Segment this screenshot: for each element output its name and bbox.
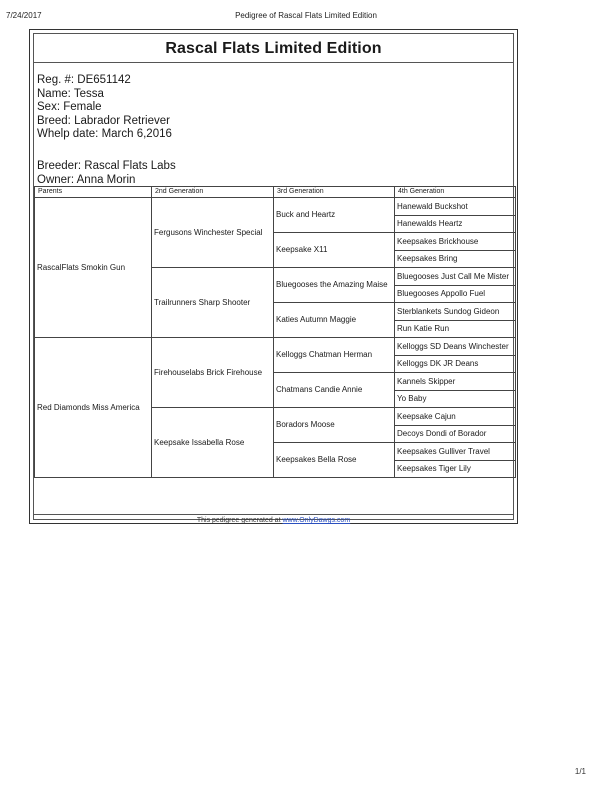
dam: Red Diamonds Miss America [35, 338, 152, 478]
gen3-ancestor: Boradors Moose [274, 408, 395, 443]
paternal-grandsire: Fergusons Winchester Special [152, 198, 274, 268]
gen4-ancestor: Keepsakes Brickhouse [395, 233, 516, 251]
breeder-info [37, 160, 176, 187]
gen4-ancestor: Keepsakes Gulliver Travel [395, 443, 516, 461]
pedigree-frame [29, 29, 518, 524]
gen3-ancestor: Kelloggs Chatman Herman [274, 338, 395, 373]
gen4-ancestor: Yo Baby [395, 390, 516, 408]
gen4-ancestor: Bluegooses Just Call Me Mister [395, 268, 516, 286]
gen4-ancestor: Sterblankets Sundog Gideon [395, 303, 516, 321]
reg-number: Reg. #: DE651142 [37, 74, 131, 86]
sire: RascalFlats Smokin Gun [35, 198, 152, 338]
gen3-ancestor: Chatmans Candie Annie [274, 373, 395, 408]
gen3-ancestor: Bluegooses the Amazing Maise [274, 268, 395, 303]
footer-text: This pedigree generated at [196, 517, 281, 524]
dog-name: Name: Tessa [37, 87, 104, 100]
header-4th-generation: 4th Generation [395, 187, 516, 198]
print-title: Pedigree of Rascal Flats Limited Edition [235, 11, 377, 20]
document-title: Rascal Flats Limited Edition [165, 40, 382, 57]
gen4-ancestor: Run Katie Run [395, 320, 516, 338]
maternal-granddam: Keepsake Issabella Rose [152, 408, 274, 478]
gen4-ancestor: Keepsakes Tiger Lily [395, 460, 516, 478]
gen4-ancestor: Decoys Dondi of Borador [395, 425, 516, 443]
header-parents: Parents [35, 187, 152, 198]
gen3-ancestor: Keepsake X11 [274, 233, 395, 268]
gen3-ancestor: Buck and Heartz [274, 198, 395, 233]
title-divider [34, 62, 513, 63]
pedigree-inner [33, 33, 514, 524]
gen4-ancestor: Bluegooses Appollo Fuel [395, 285, 516, 303]
gen3-ancestor: Katies Autumn Maggie [274, 303, 395, 338]
pedigree-table [34, 186, 516, 478]
dog-breed: Breed: Labrador Retriever [37, 114, 170, 127]
pedigree-footer [34, 514, 513, 524]
gen4-ancestor: Kelloggs DK JR Deans [395, 355, 516, 373]
gen4-ancestor: Keepsake Cajun [395, 408, 516, 426]
gen4-ancestor: Hanewald Buckshot [395, 198, 516, 216]
gen4-ancestor: Hanewalds Heartz [395, 215, 516, 233]
print-date: 7/24/2017 [6, 11, 42, 20]
gen4-ancestor: Kannels Skipper [395, 373, 516, 391]
footer-link[interactable]: www.OnlyDawgs.com [282, 517, 351, 524]
dog-info [37, 74, 172, 142]
gen3-ancestor: Keepsakes Bella Rose [274, 443, 395, 478]
maternal-grandsire: Firehouselabs Brick Firehouse [152, 338, 274, 408]
paternal-granddam: Trailrunners Sharp Shooter [152, 268, 274, 338]
header-3rd-generation: 3rd Generation [274, 187, 395, 198]
dog-sex: Sex: Female [37, 101, 102, 113]
gen4-ancestor: Kelloggs SD Deans Winchester [395, 338, 516, 356]
whelp-date: Whelp date: March 6,2016 [37, 128, 172, 140]
page-number: 1/1 [574, 767, 586, 776]
breeder: Breeder: Rascal Flats Labs [37, 160, 176, 172]
gen4-ancestor: Keepsakes Bring [395, 250, 516, 268]
owner: Owner: Anna Morin [37, 173, 136, 186]
header-2nd-generation: 2nd Generation [152, 187, 274, 198]
